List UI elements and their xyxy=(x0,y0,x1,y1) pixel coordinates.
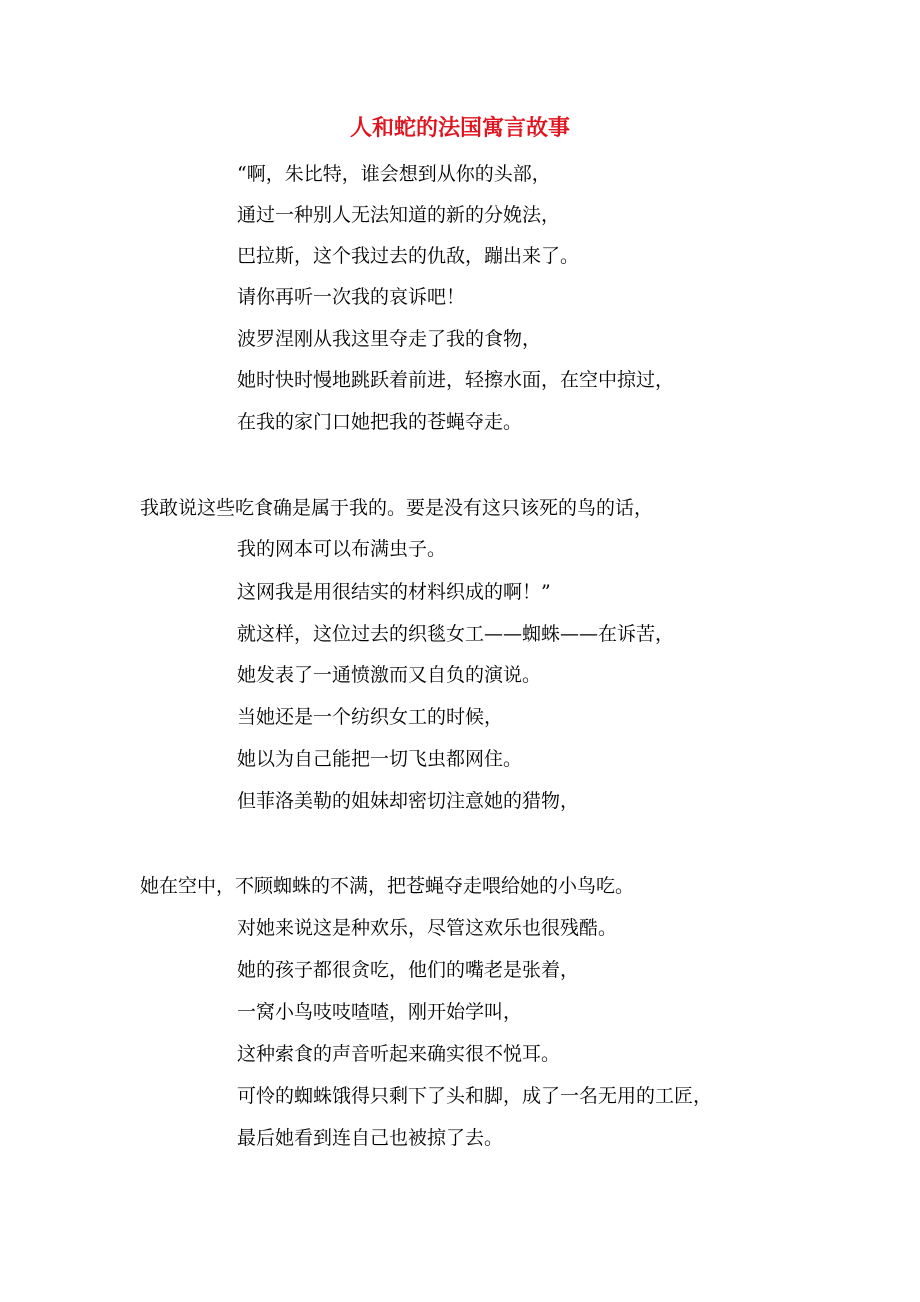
text-line: 这网我是用很结实的材料织成的啊！” xyxy=(237,581,551,603)
text-line: 波罗涅刚从我这里夺走了我的食物， xyxy=(237,328,542,350)
text-line: 我的网本可以布满虫子。 xyxy=(237,538,447,560)
text-line: 巴拉斯，这个我过去的仇敌，蹦出来了。 xyxy=(237,245,580,267)
text-line: 就这样，这位过去的织毯女工——蜘蛛——在诉苦， xyxy=(237,623,675,645)
text-line: 她发表了一通愤激而又自负的演说。 xyxy=(237,664,542,686)
text-line: 她时快时慢地跳跃着前进，轻擦水面，在空中掠过， xyxy=(237,369,675,391)
text-line: 她在空中，不顾蜘蛛的不满，把苍蝇夺走喂给她的小鸟吃。 xyxy=(140,875,635,897)
text-line: 对她来说这是种欢乐，尽管这欢乐也很残酷。 xyxy=(237,917,618,939)
text-line: 可怜的蜘蛛饿得只剩下了头和脚，成了一名无用的工匠， xyxy=(237,1085,713,1107)
text-line: 最后她看到连自己也被掠了去。 xyxy=(237,1127,504,1149)
text-line: “啊，朱比特，谁会想到从你的头部， xyxy=(237,163,551,185)
text-line: 她以为自己能把一切飞虫都网住。 xyxy=(237,748,523,770)
text-line: 一窝小鸟吱吱喳喳，刚开始学叫， xyxy=(237,1001,523,1023)
text-line: 通过一种别人无法知道的新的分娩法， xyxy=(237,204,561,226)
text-line: 但菲洛美勒的姐妹却密切注意她的猎物， xyxy=(237,790,580,812)
text-line: 她的孩子都很贪吃，他们的嘴老是张着， xyxy=(237,959,580,981)
text-line: 在我的家门口她把我的苍蝇夺走。 xyxy=(237,411,523,433)
text-line: 我敢说这些吃食确是属于我的。要是没有这只该死的鸟的话， xyxy=(140,497,654,519)
text-line: 这种索食的声音听起来确实很不悦耳。 xyxy=(237,1043,561,1065)
document-title: 人和蛇的法国寓言故事 xyxy=(349,115,570,141)
text-line: 请你再听一次我的哀诉吧！ xyxy=(237,286,466,308)
text-line: 当她还是一个纺织女工的时候， xyxy=(237,706,504,728)
